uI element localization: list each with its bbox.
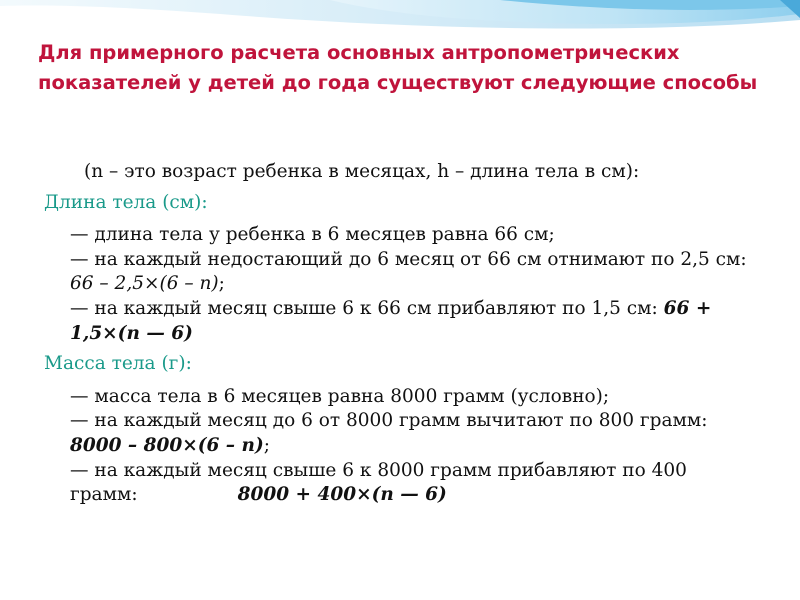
mass-heading: Масса тела (г): (44, 353, 192, 375)
mass-rules (40, 385, 760, 508)
mass-rule-2-end: ; (263, 434, 270, 456)
variables-note: (n – это возраст ребенка в месяцах, h – длина тела в см): (84, 161, 640, 182)
mass-formula-1: 8000 – 800×(6 – n) (70, 434, 264, 456)
length-rules (40, 223, 760, 346)
mass-rule-2 (70, 409, 760, 458)
slide-title: Для примерного расчета основных антропометрических показателей у детей до года существуют следующие способы (38, 41, 758, 94)
slide-body (40, 160, 760, 512)
length-heading: Длина тела (см): (44, 191, 208, 213)
length-rule-2-text: — на каждый недостающий до 6 месяц от 66 см отнимают по 2,5 см: (70, 248, 747, 270)
mass-formula-2: 8000 + 400×(n — 6) (237, 484, 447, 506)
mass-rule-3-text: — на каждый месяц свыше 6 к 8000 грамм прибавляют по 400 грамм: (70, 459, 687, 506)
mass-rule-3 (70, 459, 760, 508)
length-rule-3 (70, 297, 760, 346)
length-rule-1: — длина тела у ребенка в 6 месяцев равна 66 см; (70, 224, 555, 246)
length-rule-2-end: ; (218, 273, 225, 295)
length-formula-1: 66 – 2,5×(6 – n) (70, 273, 219, 295)
mass-rule-2-text: — на каждый месяц до 6 от 8000 грамм вычитают по 800 грамм: (70, 410, 708, 432)
length-formula-2: 66 + 1,5×(n — 6) (70, 297, 712, 344)
mass-rule-1: — масса тела в 6 месяцев равна 8000 грамм (условно); (70, 385, 610, 407)
length-rule-2 (70, 248, 760, 297)
length-rule-3-text: — на каждый месяц свыше 6 к 66 см прибавляют по 1,5 см: (70, 297, 664, 319)
